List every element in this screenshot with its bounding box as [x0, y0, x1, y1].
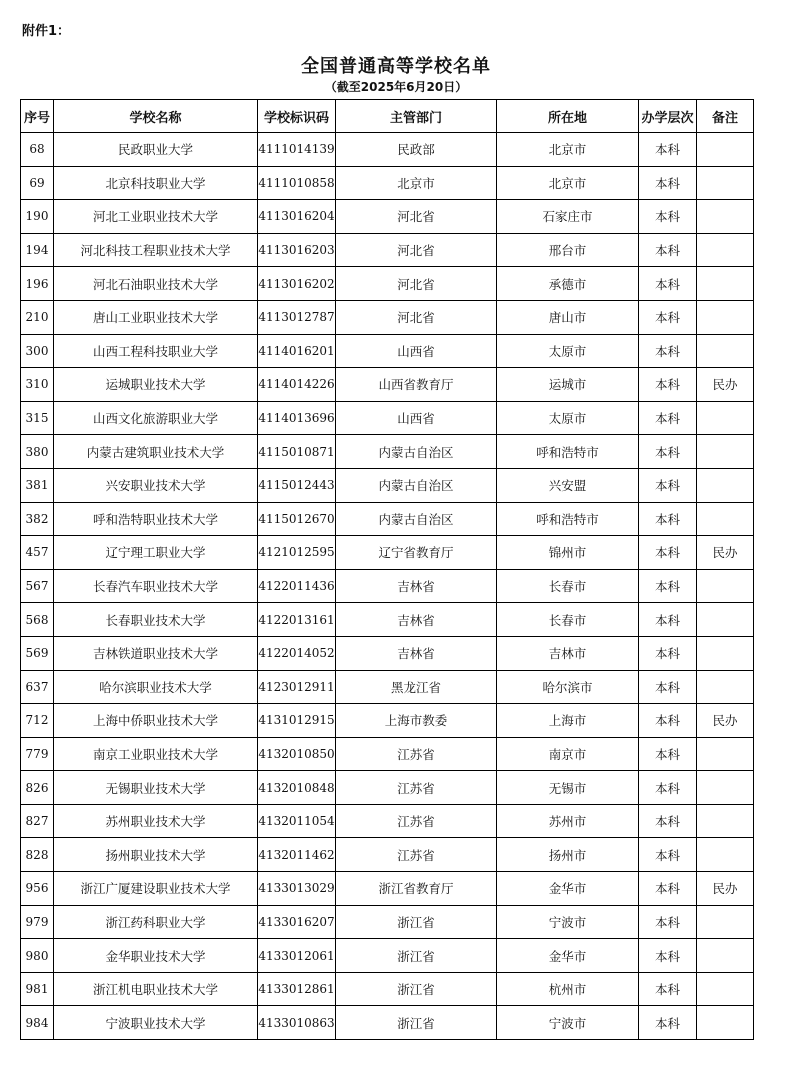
table-row: [21, 636, 754, 670]
cell-school-name: 浙江广厦建设职业技术大学: [54, 872, 258, 906]
cell-no: 979: [21, 905, 54, 939]
table-row: [21, 905, 754, 939]
cell-department: 吉林省: [336, 603, 497, 637]
table-row: [21, 200, 754, 234]
cell-level: 本科: [639, 300, 697, 334]
cell-level: 本科: [639, 502, 697, 536]
cell-department: 浙江省: [336, 905, 497, 939]
cell-school-code: 4122014052: [258, 636, 336, 670]
cell-school-name: 运城职业技术大学: [54, 368, 258, 402]
cell-school-name: 扬州职业技术大学: [54, 838, 258, 872]
cell-department: 河北省: [336, 200, 497, 234]
cell-location: 南京市: [497, 737, 639, 771]
table-row: [21, 670, 754, 704]
cell-school-name: 北京科技职业大学: [54, 166, 258, 200]
cell-note: [697, 737, 754, 771]
cell-location: 苏州市: [497, 804, 639, 838]
cell-school-name: 吉林铁道职业技术大学: [54, 636, 258, 670]
cell-note: [697, 334, 754, 368]
cell-note: 民办: [697, 872, 754, 906]
cell-note: [697, 569, 754, 603]
cell-school-code: 4113016204: [258, 200, 336, 234]
cell-school-code: 4133016207: [258, 905, 336, 939]
cell-no: 196: [21, 267, 54, 301]
cell-note: 民办: [697, 704, 754, 738]
attachment-label: 附件1：: [22, 24, 71, 39]
cell-no: 315: [21, 401, 54, 435]
cell-school-code: 4122011436: [258, 569, 336, 603]
cell-department: 内蒙古自治区: [336, 502, 497, 536]
cell-school-code: 4114016201: [258, 334, 336, 368]
table-row: [21, 267, 754, 301]
cell-note: [697, 267, 754, 301]
cell-no: 568: [21, 603, 54, 637]
cell-school-code: 4113016203: [258, 233, 336, 267]
cell-school-code: 4114014226: [258, 368, 336, 402]
cell-no: 569: [21, 636, 54, 670]
cell-level: 本科: [639, 267, 697, 301]
table-row: [21, 401, 754, 435]
cell-location: 宁波市: [497, 1006, 639, 1040]
table-row: [21, 435, 754, 469]
cell-department: 江苏省: [336, 804, 497, 838]
cell-location: 呼和浩特市: [497, 435, 639, 469]
cell-department: 江苏省: [336, 771, 497, 805]
cell-location: 长春市: [497, 569, 639, 603]
cell-level: 本科: [639, 536, 697, 570]
table-row: [21, 166, 754, 200]
cell-no: 380: [21, 435, 54, 469]
cell-department: 上海市教委: [336, 704, 497, 738]
cell-school-name: 无锡职业技术大学: [54, 771, 258, 805]
cell-level: 本科: [639, 804, 697, 838]
cell-school-code: 4111014139: [258, 133, 336, 167]
cell-level: 本科: [639, 905, 697, 939]
cell-no: 984: [21, 1006, 54, 1040]
cell-no: 310: [21, 368, 54, 402]
cell-department: 内蒙古自治区: [336, 468, 497, 502]
cell-department: 北京市: [336, 166, 497, 200]
cell-school-code: 4132011462: [258, 838, 336, 872]
cell-department: 吉林省: [336, 569, 497, 603]
cell-school-code: 4132011054: [258, 804, 336, 838]
cell-no: 981: [21, 972, 54, 1006]
cell-location: 哈尔滨市: [497, 670, 639, 704]
cell-school-code: 4133010863: [258, 1006, 336, 1040]
cell-location: 吉林市: [497, 636, 639, 670]
cell-location: 扬州市: [497, 838, 639, 872]
cell-school-code: 4114013696: [258, 401, 336, 435]
cell-no: 826: [21, 771, 54, 805]
cell-note: [697, 636, 754, 670]
cell-school-code: 4132010848: [258, 771, 336, 805]
cell-level: 本科: [639, 838, 697, 872]
cell-note: [697, 166, 754, 200]
cell-note: [697, 771, 754, 805]
school-table: [20, 99, 754, 1040]
document-title: 全国普通高等学校名单: [301, 56, 491, 77]
cell-note: [697, 502, 754, 536]
cell-department: 浙江省教育厅: [336, 872, 497, 906]
cell-level: 本科: [639, 166, 697, 200]
cell-level: 本科: [639, 872, 697, 906]
cell-no: 194: [21, 233, 54, 267]
cell-note: [697, 435, 754, 469]
cell-school-name: 山西工程科技职业大学: [54, 334, 258, 368]
table-row: [21, 704, 754, 738]
cell-no: 956: [21, 872, 54, 906]
cell-no: 827: [21, 804, 54, 838]
table-header-row: [21, 100, 754, 133]
cell-level: 本科: [639, 704, 697, 738]
cell-department: 江苏省: [336, 838, 497, 872]
cell-department: 浙江省: [336, 1006, 497, 1040]
cell-location: 锦州市: [497, 536, 639, 570]
cell-location: 运城市: [497, 368, 639, 402]
cell-level: 本科: [639, 771, 697, 805]
cell-location: 石家庄市: [497, 200, 639, 234]
cell-school-code: 4133012061: [258, 939, 336, 973]
table-row: [21, 804, 754, 838]
cell-school-name: 呼和浩特职业技术大学: [54, 502, 258, 536]
cell-no: 567: [21, 569, 54, 603]
cell-school-name: 河北工业职业技术大学: [54, 200, 258, 234]
cell-note: [697, 905, 754, 939]
cell-location: 上海市: [497, 704, 639, 738]
cell-school-name: 哈尔滨职业技术大学: [54, 670, 258, 704]
header-no: 序号: [21, 100, 54, 133]
cell-location: 长春市: [497, 603, 639, 637]
cell-level: 本科: [639, 603, 697, 637]
cell-school-code: 4122013161: [258, 603, 336, 637]
cell-department: 内蒙古自治区: [336, 435, 497, 469]
cell-school-name: 辽宁理工职业大学: [54, 536, 258, 570]
cell-department: 辽宁省教育厅: [336, 536, 497, 570]
cell-school-name: 浙江药科职业大学: [54, 905, 258, 939]
cell-school-name: 宁波职业技术大学: [54, 1006, 258, 1040]
cell-no: 637: [21, 670, 54, 704]
cell-school-name: 山西文化旅游职业大学: [54, 401, 258, 435]
cell-level: 本科: [639, 670, 697, 704]
header-dept: 主管部门: [336, 100, 497, 133]
cell-school-name: 苏州职业技术大学: [54, 804, 258, 838]
table-row: [21, 133, 754, 167]
cell-note: [697, 300, 754, 334]
cell-note: [697, 939, 754, 973]
cell-location: 杭州市: [497, 972, 639, 1006]
cell-level: 本科: [639, 972, 697, 1006]
cell-department: 河北省: [336, 233, 497, 267]
cell-level: 本科: [639, 233, 697, 267]
cell-school-code: 4132010850: [258, 737, 336, 771]
cell-department: 河北省: [336, 300, 497, 334]
cell-level: 本科: [639, 468, 697, 502]
cell-no: 382: [21, 502, 54, 536]
cell-note: [697, 670, 754, 704]
cell-level: 本科: [639, 368, 697, 402]
cell-no: 300: [21, 334, 54, 368]
table-body: [21, 133, 754, 1040]
cell-location: 唐山市: [497, 300, 639, 334]
cell-school-code: 4115012670: [258, 502, 336, 536]
cell-location: 北京市: [497, 133, 639, 167]
table-row: [21, 502, 754, 536]
table-row: [21, 872, 754, 906]
cell-level: 本科: [639, 334, 697, 368]
cell-note: [697, 1006, 754, 1040]
cell-location: 承德市: [497, 267, 639, 301]
table-row: [21, 771, 754, 805]
cell-no: 69: [21, 166, 54, 200]
cell-school-code: 4111010858: [258, 166, 336, 200]
cell-school-code: 4133012861: [258, 972, 336, 1006]
cell-department: 浙江省: [336, 939, 497, 973]
cell-note: [697, 468, 754, 502]
table-row: [21, 838, 754, 872]
cell-school-code: 4113016202: [258, 267, 336, 301]
cell-location: 金华市: [497, 939, 639, 973]
cell-location: 无锡市: [497, 771, 639, 805]
cell-note: [697, 200, 754, 234]
cell-no: 712: [21, 704, 54, 738]
cell-department: 吉林省: [336, 636, 497, 670]
cell-school-code: 4113012787: [258, 300, 336, 334]
cell-location: 呼和浩特市: [497, 502, 639, 536]
cell-no: 828: [21, 838, 54, 872]
cell-school-code: 4131012915: [258, 704, 336, 738]
cell-department: 民政部: [336, 133, 497, 167]
cell-school-name: 民政职业大学: [54, 133, 258, 167]
header-level: 办学层次: [639, 100, 697, 133]
header-name: 学校名称: [54, 100, 258, 133]
cell-school-name: 长春职业技术大学: [54, 603, 258, 637]
cell-location: 太原市: [497, 334, 639, 368]
cell-location: 金华市: [497, 872, 639, 906]
cell-school-name: 南京工业职业技术大学: [54, 737, 258, 771]
cell-no: 457: [21, 536, 54, 570]
table-row: [21, 569, 754, 603]
cell-department: 浙江省: [336, 972, 497, 1006]
cell-department: 山西省: [336, 401, 497, 435]
table-row: [21, 737, 754, 771]
header-location: 所在地: [497, 100, 639, 133]
cell-location: 邢台市: [497, 233, 639, 267]
cell-level: 本科: [639, 636, 697, 670]
cell-department: 河北省: [336, 267, 497, 301]
cell-school-code: 4121012595: [258, 536, 336, 570]
header-note: 备注: [697, 100, 754, 133]
table-row: [21, 939, 754, 973]
cell-no: 68: [21, 133, 54, 167]
table-row: [21, 1006, 754, 1040]
cell-school-code: 4123012911: [258, 670, 336, 704]
cell-level: 本科: [639, 939, 697, 973]
cell-location: 北京市: [497, 166, 639, 200]
cell-school-name: 金华职业技术大学: [54, 939, 258, 973]
cell-level: 本科: [639, 569, 697, 603]
cell-no: 381: [21, 468, 54, 502]
cell-department: 山西省: [336, 334, 497, 368]
cell-note: [697, 603, 754, 637]
cell-no: 190: [21, 200, 54, 234]
cell-school-code: 4115010871: [258, 435, 336, 469]
cell-location: 兴安盟: [497, 468, 639, 502]
cell-note: [697, 804, 754, 838]
cell-location: 宁波市: [497, 905, 639, 939]
table-row: [21, 334, 754, 368]
cell-no: 779: [21, 737, 54, 771]
table-row: [21, 233, 754, 267]
cell-level: 本科: [639, 435, 697, 469]
cell-department: 黑龙江省: [336, 670, 497, 704]
cell-note: 民办: [697, 368, 754, 402]
cell-level: 本科: [639, 737, 697, 771]
cell-school-name: 兴安职业技术大学: [54, 468, 258, 502]
cell-school-name: 河北石油职业技术大学: [54, 267, 258, 301]
cell-level: 本科: [639, 401, 697, 435]
table-row: [21, 536, 754, 570]
cell-note: 民办: [697, 536, 754, 570]
cell-school-code: 4133013029: [258, 872, 336, 906]
document-subtitle: （截至2025年6月20日）: [324, 80, 468, 94]
header-code: 学校标识码: [258, 100, 336, 133]
cell-location: 太原市: [497, 401, 639, 435]
cell-level: 本科: [639, 1006, 697, 1040]
cell-note: [697, 233, 754, 267]
cell-note: [697, 401, 754, 435]
cell-no: 210: [21, 300, 54, 334]
cell-school-name: 唐山工业职业技术大学: [54, 300, 258, 334]
cell-no: 980: [21, 939, 54, 973]
cell-school-name: 长春汽车职业技术大学: [54, 569, 258, 603]
table-row: [21, 972, 754, 1006]
table-row: [21, 368, 754, 402]
cell-school-name: 河北科技工程职业技术大学: [54, 233, 258, 267]
table-row: [21, 300, 754, 334]
cell-school-name: 内蒙古建筑职业技术大学: [54, 435, 258, 469]
cell-school-name: 上海中侨职业技术大学: [54, 704, 258, 738]
cell-note: [697, 972, 754, 1006]
cell-department: 山西省教育厅: [336, 368, 497, 402]
table-row: [21, 603, 754, 637]
cell-note: [697, 838, 754, 872]
cell-level: 本科: [639, 200, 697, 234]
table-row: [21, 468, 754, 502]
cell-note: [697, 133, 754, 167]
cell-school-name: 浙江机电职业技术大学: [54, 972, 258, 1006]
cell-level: 本科: [639, 133, 697, 167]
cell-department: 江苏省: [336, 737, 497, 771]
cell-school-code: 4115012443: [258, 468, 336, 502]
